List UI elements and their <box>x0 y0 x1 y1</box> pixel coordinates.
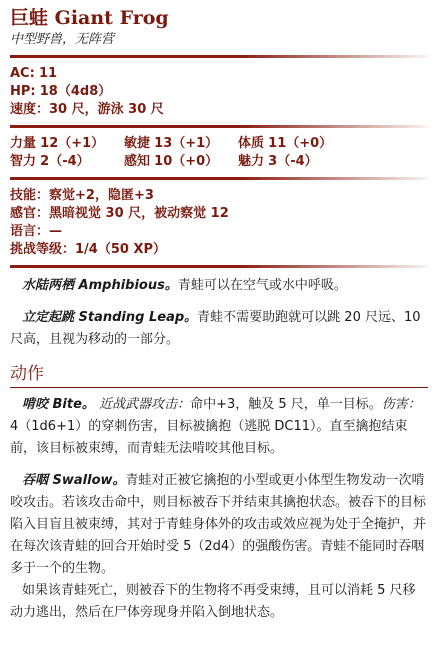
divider <box>10 125 428 128</box>
divider <box>10 177 428 180</box>
languages-row: 语言：— <box>10 224 63 239</box>
trait-amphibious: 水陆两栖 Amphibious。青蛙可以在空气或水中呼吸。 <box>22 278 347 293</box>
core-stats <box>10 65 428 119</box>
ability-str: 力量 12（+1） <box>10 136 105 151</box>
ability-con: 体质 11（+0） <box>238 136 333 151</box>
ability-scores <box>10 135 428 171</box>
ability-dex: 敏捷 13（+1） <box>124 136 219 151</box>
ability-wis: 感知 10（+0） <box>124 154 219 169</box>
action-swallow: 吞咽 Swallow。青蛙对正被它擒抱的小型或更小体型生物发动一次啃咬攻击。若该攻击命中，则目标被吞下并结束其擒抱状态。被吞下的目标陷入目盲且被束缚，其对于青蛙身体外的攻击或效应视为处于全掩护，并在每次该青蛙的回合开始时受 5（2d4）的强酸伤害。青蛙不能同时吞咽多于一个的生物。 <box>10 473 427 576</box>
creature-title: 巨蛙 Giant Frog <box>10 7 169 29</box>
senses-row: 感官：黑暗视觉 30 尺，被动察觉 12 <box>10 206 229 221</box>
ability-int: 智力 2（-4） <box>10 154 90 169</box>
speed-row: 速度：30 尺，游泳 30 尺 <box>10 102 164 117</box>
divider <box>10 265 428 268</box>
actions-rule <box>10 387 428 388</box>
hit-points-row: HP: 18（4d8） <box>10 84 112 99</box>
divider <box>10 55 428 58</box>
trait-standing-leap: 立定起跳 Standing Leap。青蛙不需要助跑就可以跳 20 尺远、10 尺高，且视为移动的一部分。 <box>10 310 421 347</box>
actions-heading: 动作 <box>10 364 44 384</box>
skills-row: 技能：察觉+2，隐匿+3 <box>10 188 154 203</box>
action-bite: 啃咬 Bite。 近战武器攻击：命中+3，触及 5 尺，单一目标。伤害：4（1d6+1）的穿刺伤害，目标被擒抱（逃脱 DC11）。直至擒抱结束前，该目标被束缚，而青蛙无法啃咬其他目标。 <box>10 397 421 456</box>
armor-class-row: AC: 11 <box>10 66 58 81</box>
stat-block <box>10 6 428 624</box>
challenge-row: 挑战等级：1/4（50 XP） <box>10 242 167 257</box>
details <box>10 187 428 259</box>
ability-cha: 魅力 3（-4） <box>238 154 318 169</box>
creature-type: 中型野兽，无阵营 <box>10 32 115 47</box>
action-swallow-followup: 如果该青蛙死亡，则被吞下的生物将不再受束缚，且可以消耗 5 尺移动力逃出，然后在尸体旁现身并陷入倒地状态。 <box>10 583 416 620</box>
